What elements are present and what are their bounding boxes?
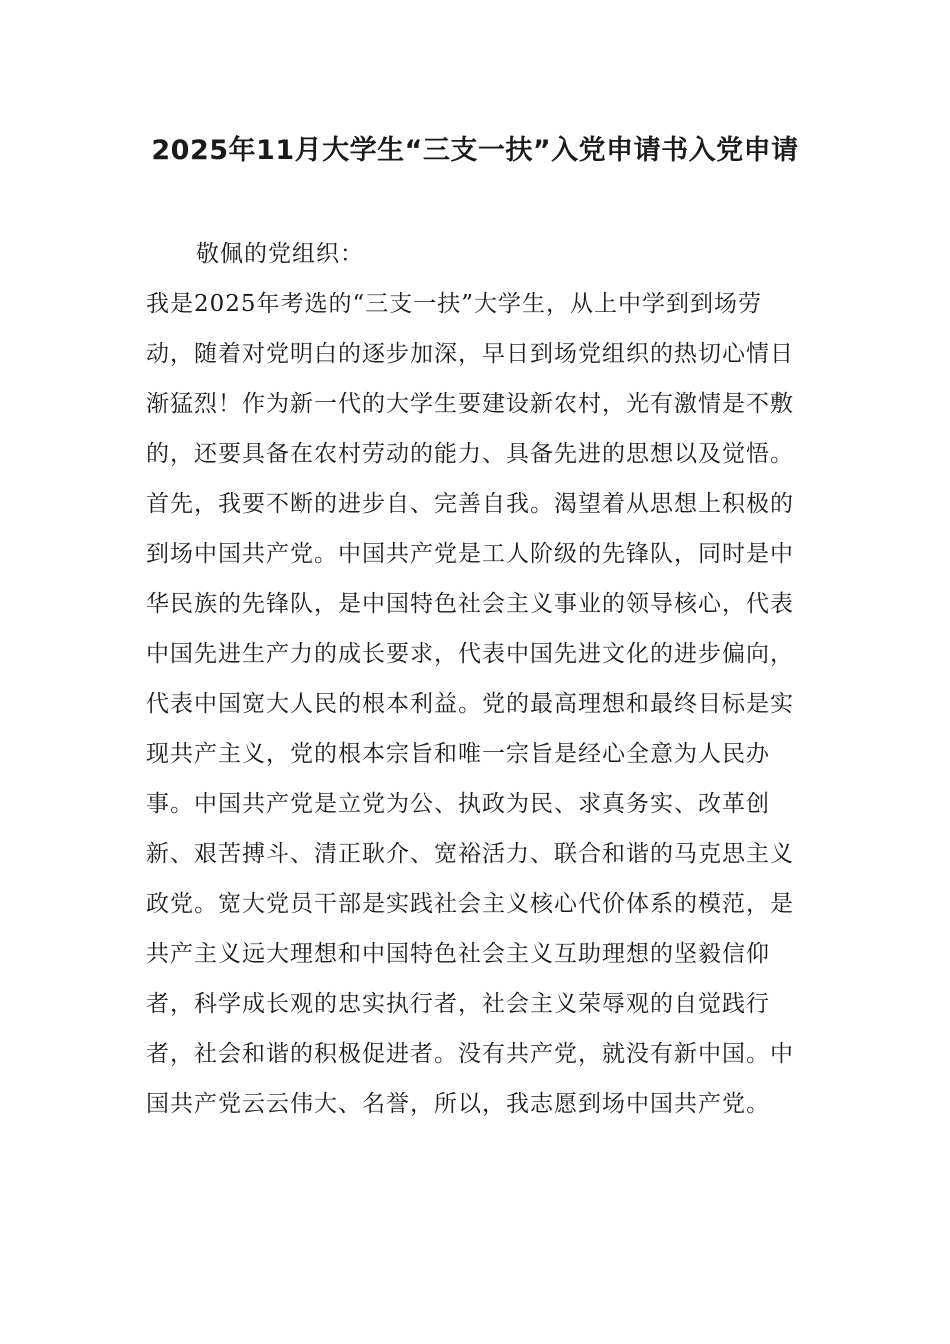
paragraph-first: 首先，我要不断的进步自、完善自我。渴望着从思想上积极的到场中国共产党。中国共产党是工人阶级的先锋队，同时是中华民族的先锋队，是中国特色社会主义事业的领导核心，代表中国先进生产力的成长要求，代表中国先进文化的进步偏向，代表中国宽大人民的根本利益。党的最高理想和最终目标是实现共产主义，党的根本宗旨和唯一宗旨是经心全意为人民办事。中国共产党是立党为公、执政为民、求真务实、改革创新、艰苦搏斗、清正耿介、宽裕活力、联合和谐的马克思主义政党。宽大党员干部是实践社会主义核心代价体系的模范，是共产主义远大理想和中国特色社会主义互助理想的坚毅信仰者，科学成长观的忠实执行者，社会主义荣辱观的自觉践行者，社会和谐的积极促进者。没有共产党，就没有新中国。中国共产党云云伟大、名誉，所以，我志愿到场中国共产党。: [146, 491, 794, 1117]
document-title: 2025年11月大学生“三支一扶”入党申请书入党申请: [151, 135, 799, 166]
paragraph-intro: 我是2025年考选的“三支一扶”大学生，从上中学到到场劳动，随着对党明白的逐步加深，早日到场党组织的热切心情日渐猛烈！作为新一代的大学生要建设新农村，光有激情是不敷的，还要具备在农村劳动的能力、具备先进的思想以及觉悟。: [146, 291, 794, 467]
document-body: [146, 229, 796, 1129]
salutation: 敬佩的党组织：: [196, 241, 364, 267]
